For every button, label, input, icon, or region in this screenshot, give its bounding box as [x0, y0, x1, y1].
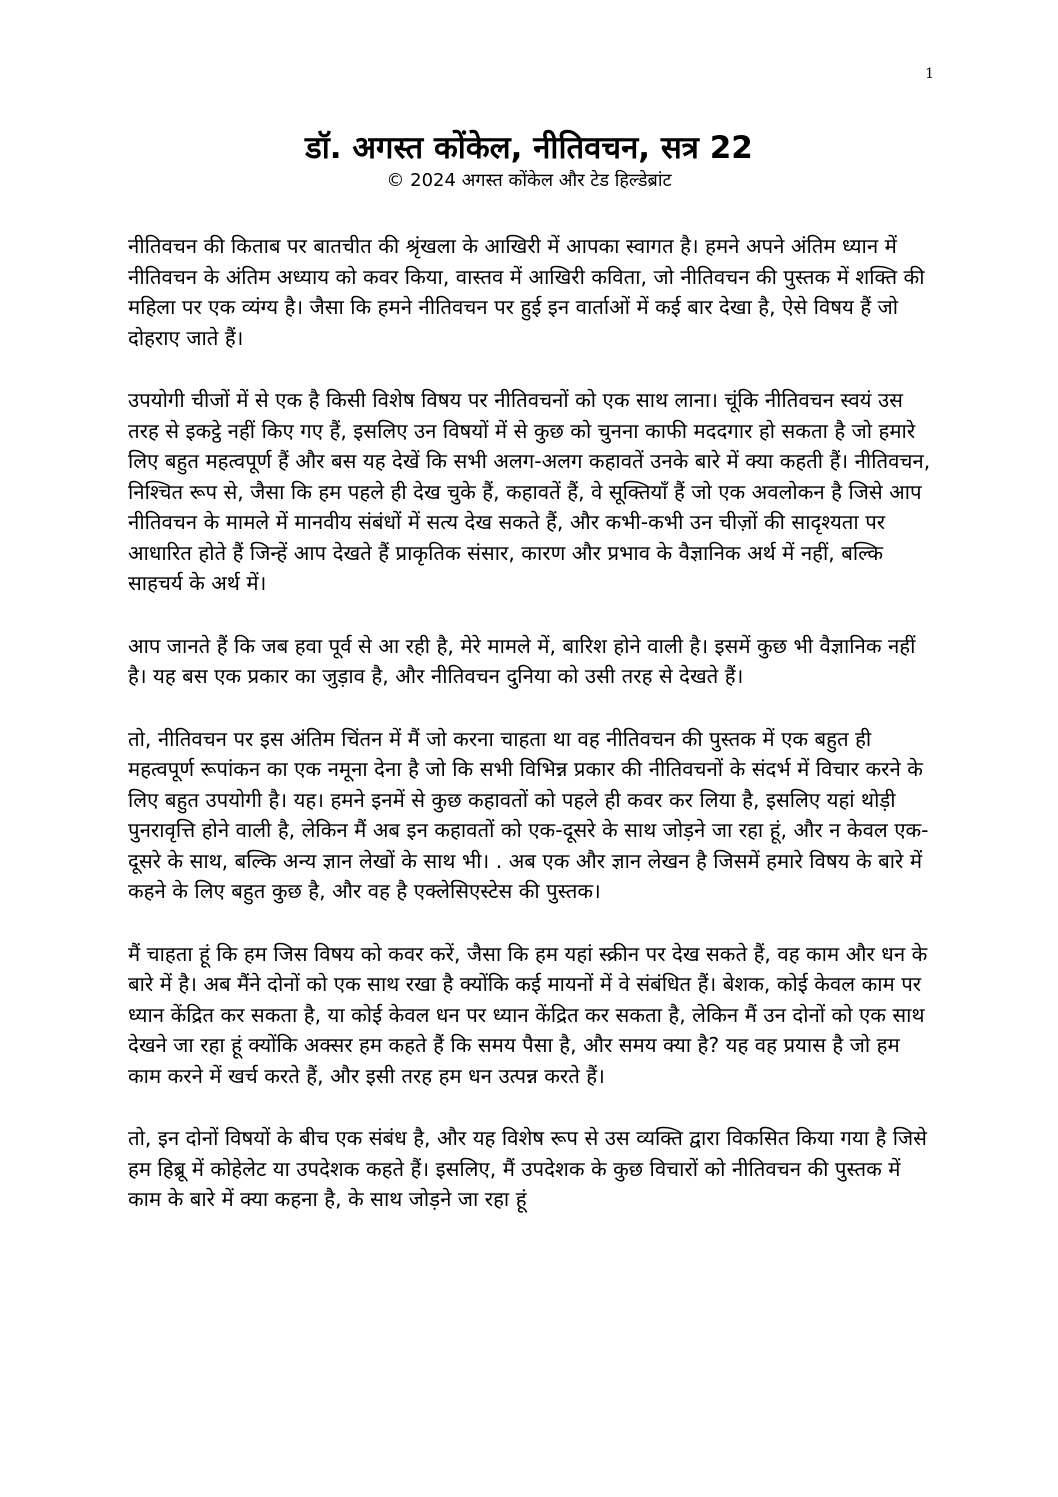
paragraph-5: मैं चाहता हूं कि हम जिस विषय को कवर करें, जैसा कि हम यहां स्क्रीन पर देख सकते हैं, वह काम और धन के बारे में है। अब मैंने दोनों को एक साथ रखा है क्योंकि कई मायनों में वे संबंधित हैं। बेशक, कोई केवल काम पर ध्यान केंद्रित कर सकता है, या कोई केवल धन पर ध्यान केंद्रित कर सकता है, लेकिन मैं उन दोनों को एक साथ देखने जा रहा हूं क्योंकि अक्सर हम कहते हैं कि समय पैसा है, और समय क्या है? यह वह प्रयास है जो हम काम करने में खर्च करते हैं, और इसी तरह हम धन उत्पन्न करते हैं। — [128, 941, 928, 1088]
document-header — [0, 128, 1058, 194]
copyright-line: © 2024 अगस्त कोंकेल और टेड हिल्डेब्रांट — [386, 170, 672, 191]
page-number: 1 — [925, 66, 934, 82]
paragraph-6: तो, इन दोनों विषयों के बीच एक संबंध है, और यह विशेष रूप से उस व्यक्ति द्वारा विकसित किया गया है जिसे हम हिब्रू में कोहेलेट या उपदेशक कहते हैं। इसलिए, मैं उपदेशक के कुछ विचारों को नीतिवचन की पुस्तक में काम के बारे में क्या कहना है, के साथ जोड़ने जा रहा हूं — [128, 1126, 927, 1211]
document-body — [128, 231, 932, 1247]
paragraph-1: नीतिवचन की किताब पर बातचीत की श्रृंखला के आखिरी में आपका स्वागत है। हमने अपने अंतिम ध्यान में नीतिवचन के अंतिम अध्याय को कवर किया, वास्तव में आखिरी कविता, जो नीतिवचन की पुस्तक में शक्ति की महिला पर एक व्यंग्य है। जैसा कि हमने नीतिवचन पर हुई इन वार्ताओं में कई बार देखा है, ऐसे विषय हैं जो दोहराए जाते हैं। — [128, 234, 925, 350]
paragraph-2: उपयोगी चीजों में से एक है किसी विशेष विषय पर नीतिवचनों को एक साथ लाना। चूंकि नीतिवचन स्वयं उस तरह से इकट्ठे नहीं किए गए हैं, इसलिए उन विषयों में से कुछ को चुनना काफी मददगार हो सकता है जो हमारे लिए बहुत महत्वपूर्ण हैं और बस यह देखें कि सभी अलग-अलग कहावतें उनके बारे में क्या कहती हैं। नीतिवचन, निश्चित रूप से, जैसा कि हम पहले ही देख चुके हैं, कहावतें हैं, वे सूक्तियाँ हैं जो एक अवलोकन है जिसे आप नीतिवचन के मामले में मानवीय संबंधों में सत्य देख सकते हैं, और कभी-कभी उन चीज़ों की सादृश्यता पर आधारित होते हैं जिन्हें आप देखते हैं प्राकृतिक संसार, कारण और प्रभाव के वैज्ञानिक अर्थ में नहीं, बल्कि साहचर्य के अर्थ में। — [128, 388, 931, 595]
paragraph-3: आप जानते हैं कि जब हवा पूर्व से आ रही है, मेरे मामले में, बारिश होने वाली है। इसमें कुछ भी वैज्ञानिक नहीं है। यह बस एक प्रकार का जुड़ाव है, और नीतिवचन दुनिया को उसी तरह से देखते हैं। — [128, 633, 916, 688]
paragraph-4: तो, नीतिवचन पर इस अंतिम चिंतन में मैं जो करना चाहता था वह नीतिवचन की पुस्तक में एक बहुत ही महत्वपूर्ण रूपांकन का एक नमूना देना है जो कि सभी विभिन्न प्रकार की नीतिवचनों के संदर्भ में विचार करने के लिए बहुत उपयोगी है। यह। हमने इनमें से कुछ कहावतों को पहले ही कवर कर लिया है, इसलिए यहां थोड़ी पुनरावृत्ति होने वाली है, लेकिन मैं अब इन कहावतों को एक-दूसरे के साथ जोड़ने जा रहा हूं, और न केवल एक-दूसरे के साथ, बल्कि अन्य ज्ञान लेखों के साथ भी। . अब एक और ज्ञान लेखन है जिसमें हमारे विषय के बारे में कहने के लिए बहुत कुछ है, और वह है एक्लेसिएस्टेस की पुस्तक। — [128, 726, 929, 903]
document-title: डॉ. अगस्त कोंकेल, नीतिवचन, सत्र 22 — [305, 130, 753, 166]
